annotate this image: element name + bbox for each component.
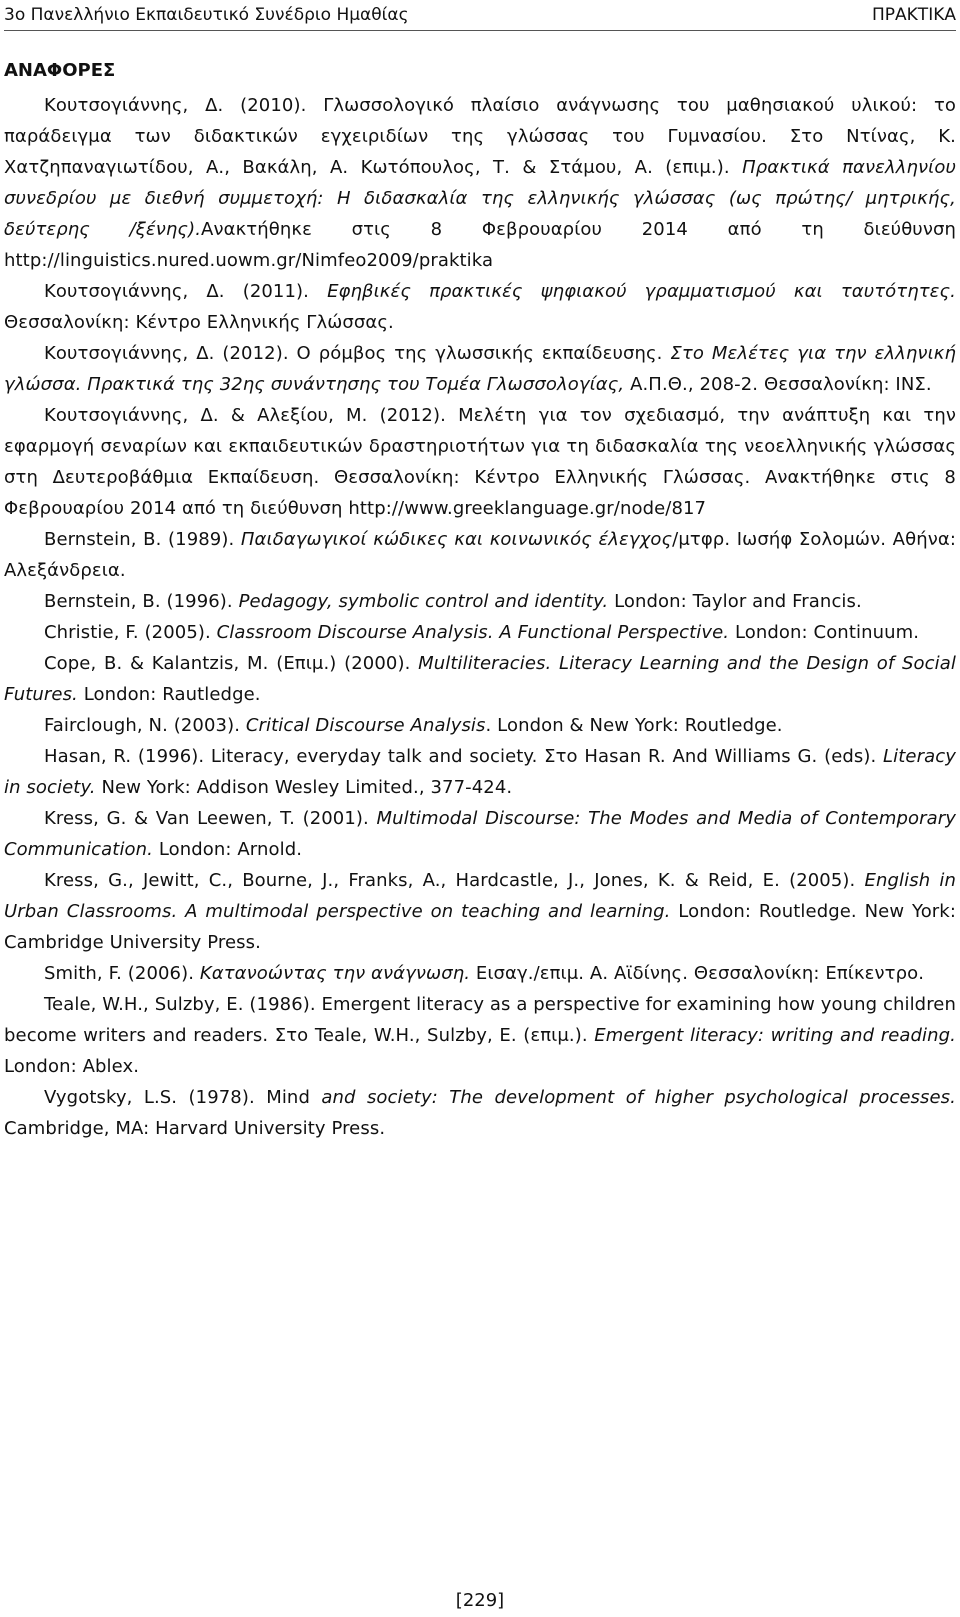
header-conference-title: 3ο Πανελλήνιο Εκπαιδευτικό Συνέδριο Ημαθίας bbox=[4, 5, 409, 25]
reference-text: Cambridge, MA: Harvard University Press. bbox=[4, 1118, 386, 1139]
reference-entry bbox=[4, 1082, 956, 1144]
page-number: [229] bbox=[455, 1590, 505, 1611]
reference-text: Smith, F. (2006). bbox=[44, 963, 200, 984]
reference-title: Classroom Discourse Analysis. A Functional Perspective. bbox=[216, 622, 730, 643]
reference-text: London: Continuum. bbox=[729, 622, 920, 643]
reference-text: . London & New York: Routledge. bbox=[485, 715, 783, 736]
reference-entry bbox=[4, 741, 956, 803]
reference-entry bbox=[4, 276, 956, 338]
reference-title: Critical Discourse Analysis bbox=[245, 715, 486, 736]
reference-entry bbox=[4, 400, 956, 524]
references-list bbox=[4, 90, 956, 1144]
reference-title: Emergent literacy: writing and reading. bbox=[594, 1025, 956, 1046]
reference-text: Α.Π.Θ., 208-2. Θεσσαλονίκη: ΙΝΣ. bbox=[624, 374, 932, 395]
reference-title: Multiliteracies. Literacy Learning and the Design of Social Futures. bbox=[4, 653, 956, 705]
reference-text: /μτφρ. Ιωσήφ Σολομών. Αθήνα: Αλεξάνδρεια. bbox=[4, 529, 956, 581]
reference-text: Bernstein, B. (1996). bbox=[44, 591, 239, 612]
reference-entry bbox=[4, 617, 956, 648]
reference-entry bbox=[4, 90, 956, 276]
reference-text: Kress, G. & Van Leewen, T. (2001). bbox=[44, 808, 377, 829]
reference-text: Κουτσογιάννης, Δ. (2012). Ο ρόμβος της γλωσσικής εκπαίδευσης. bbox=[44, 343, 671, 364]
reference-text: Ανακτήθηκε στις 8 Φεβρουαρίου 2014 από τη διεύθυνση http://linguistics.nured.uowm.gr/Nimfeo2009/praktika bbox=[4, 219, 956, 271]
reference-text: Κουτσογιάννης, Δ. & Αλεξίου, Μ. (2012). Μελέτη για τον σχεδιασμό, την ανάπτυξη και την εφαρμογή σεναρίων και εκπαιδευτικών δραστηριοτήτων για τη διδασκαλία της νεοελληνικής γλώσσας στη Δευτεροβάθμια Εκπαίδευση. Θεσσαλονίκη: Κέντρο Ελληνικής Γλώσσας. Ανακτήθηκε στις 8 Φεβρουαρίου 2014 από τη διεύθυνση http://www.greeklanguage.gr/node/817 bbox=[4, 405, 956, 519]
reference-text: Hasan, R. (1996). Literacy, everyday talk and society. Στο Hasan R. And Williams G. (eds). bbox=[44, 746, 884, 767]
reference-text: Vygotsky, L.S. (1978). Mind bbox=[44, 1087, 322, 1108]
reference-entry bbox=[4, 338, 956, 400]
reference-entry bbox=[4, 803, 956, 865]
reference-title: Εφηβικές πρακτικές ψηφιακού γραμματισμού και ταυτότητες. bbox=[327, 281, 956, 302]
reference-title: Πρακτικά πανελληνίου συνεδρίου με διεθνή συμμετοχή: Η διδασκαλία της ελληνικής γλώσσας (ως πρώτης/ μητρικής, δεύτερης /ξένης). bbox=[4, 157, 956, 240]
page-content bbox=[4, 58, 956, 1144]
reference-entry bbox=[4, 865, 956, 958]
reference-entry bbox=[4, 958, 956, 989]
reference-text: London: Ablex. bbox=[4, 1056, 140, 1077]
header-proceedings-label: ΠΡΑΚΤΙΚΑ bbox=[872, 5, 956, 25]
reference-entry bbox=[4, 989, 956, 1082]
reference-text: Fairclough, N. (2003). bbox=[44, 715, 246, 736]
reference-title: Multimodal Discourse: The Modes and Media of Contemporary Communication. bbox=[4, 808, 956, 860]
page-header bbox=[4, 0, 956, 31]
reference-text: Κουτσογιάννης, Δ. (2011). bbox=[44, 281, 328, 302]
reference-title: Παιδαγωγικοί κώδικες και κοινωνικός έλεγχος bbox=[240, 529, 673, 550]
reference-text: Θεσσαλονίκη: Κέντρο Ελληνικής Γλώσσας. bbox=[4, 312, 394, 333]
reference-text: Εισαγ./επιμ. Α. Αϊδίνης. Θεσσαλονίκη: Επίκεντρο. bbox=[470, 963, 925, 984]
reference-text: Teale, W.H., Sulzby, E. (1986). Emergent literacy as a perspective for examining how young children become writers and readers. Στο Teale, W.H., Sulzby, E. (επιμ.). bbox=[4, 994, 956, 1046]
section-heading: ΑΝΑΦΟΡΕΣ bbox=[4, 60, 116, 81]
reference-title: Κατανοώντας την ανάγνωση. bbox=[199, 963, 471, 984]
reference-entry bbox=[4, 586, 956, 617]
reference-text: Kress, G., Jewitt, C., Bourne, J., Franks, A., Hardcastle, J., Jones, K. & Reid, E. (2005). bbox=[44, 870, 865, 891]
reference-text: London: Arnold. bbox=[153, 839, 303, 860]
reference-text: Christie, F. (2005). bbox=[44, 622, 217, 643]
reference-entry bbox=[4, 524, 956, 586]
reference-title: Pedagogy, symbolic control and identity. bbox=[238, 591, 609, 612]
reference-text: London: Rautledge. bbox=[77, 684, 261, 705]
reference-text: Bernstein, B. (1989). bbox=[44, 529, 241, 550]
reference-title: Στο Μελέτες για την ελληνική γλώσσα. Πρακτικά της 32ης συνάντησης του Τομέα Γλωσσολογίας, bbox=[4, 343, 956, 395]
reference-text: London: Routledge. New York: Cambridge University Press. bbox=[4, 901, 956, 953]
reference-title: and society: The development of higher psychological processes. bbox=[321, 1087, 956, 1108]
reference-entry bbox=[4, 648, 956, 710]
reference-text: New York: Addison Wesley Limited., 377-424. bbox=[95, 777, 513, 798]
reference-text: Cope, B. & Kalantzis, M. (Επιμ.) (2000). bbox=[44, 653, 419, 674]
reference-text: Κουτσογιάννης, Δ. (2010). Γλωσσολογικό πλαίσιο ανάγνωσης του μαθησιακού υλικού: το παράδειγμα των διδακτικών εγχειριδίων της γλώσσας του Γυμνασίου. Στο Ντίνας, Κ. Χατζηπαναγιωτίδου, Α., Βακάλη, Α. Κωτόπουλος, Τ. & Στάμου, Α. (επιμ.). bbox=[4, 95, 956, 178]
reference-text: London: Taylor and Francis. bbox=[608, 591, 862, 612]
reference-entry bbox=[4, 710, 956, 741]
reference-title: English in Urban Classrooms. A multimodal perspective on teaching and learning. bbox=[4, 870, 956, 922]
reference-title: Literacy in society. bbox=[4, 746, 956, 798]
